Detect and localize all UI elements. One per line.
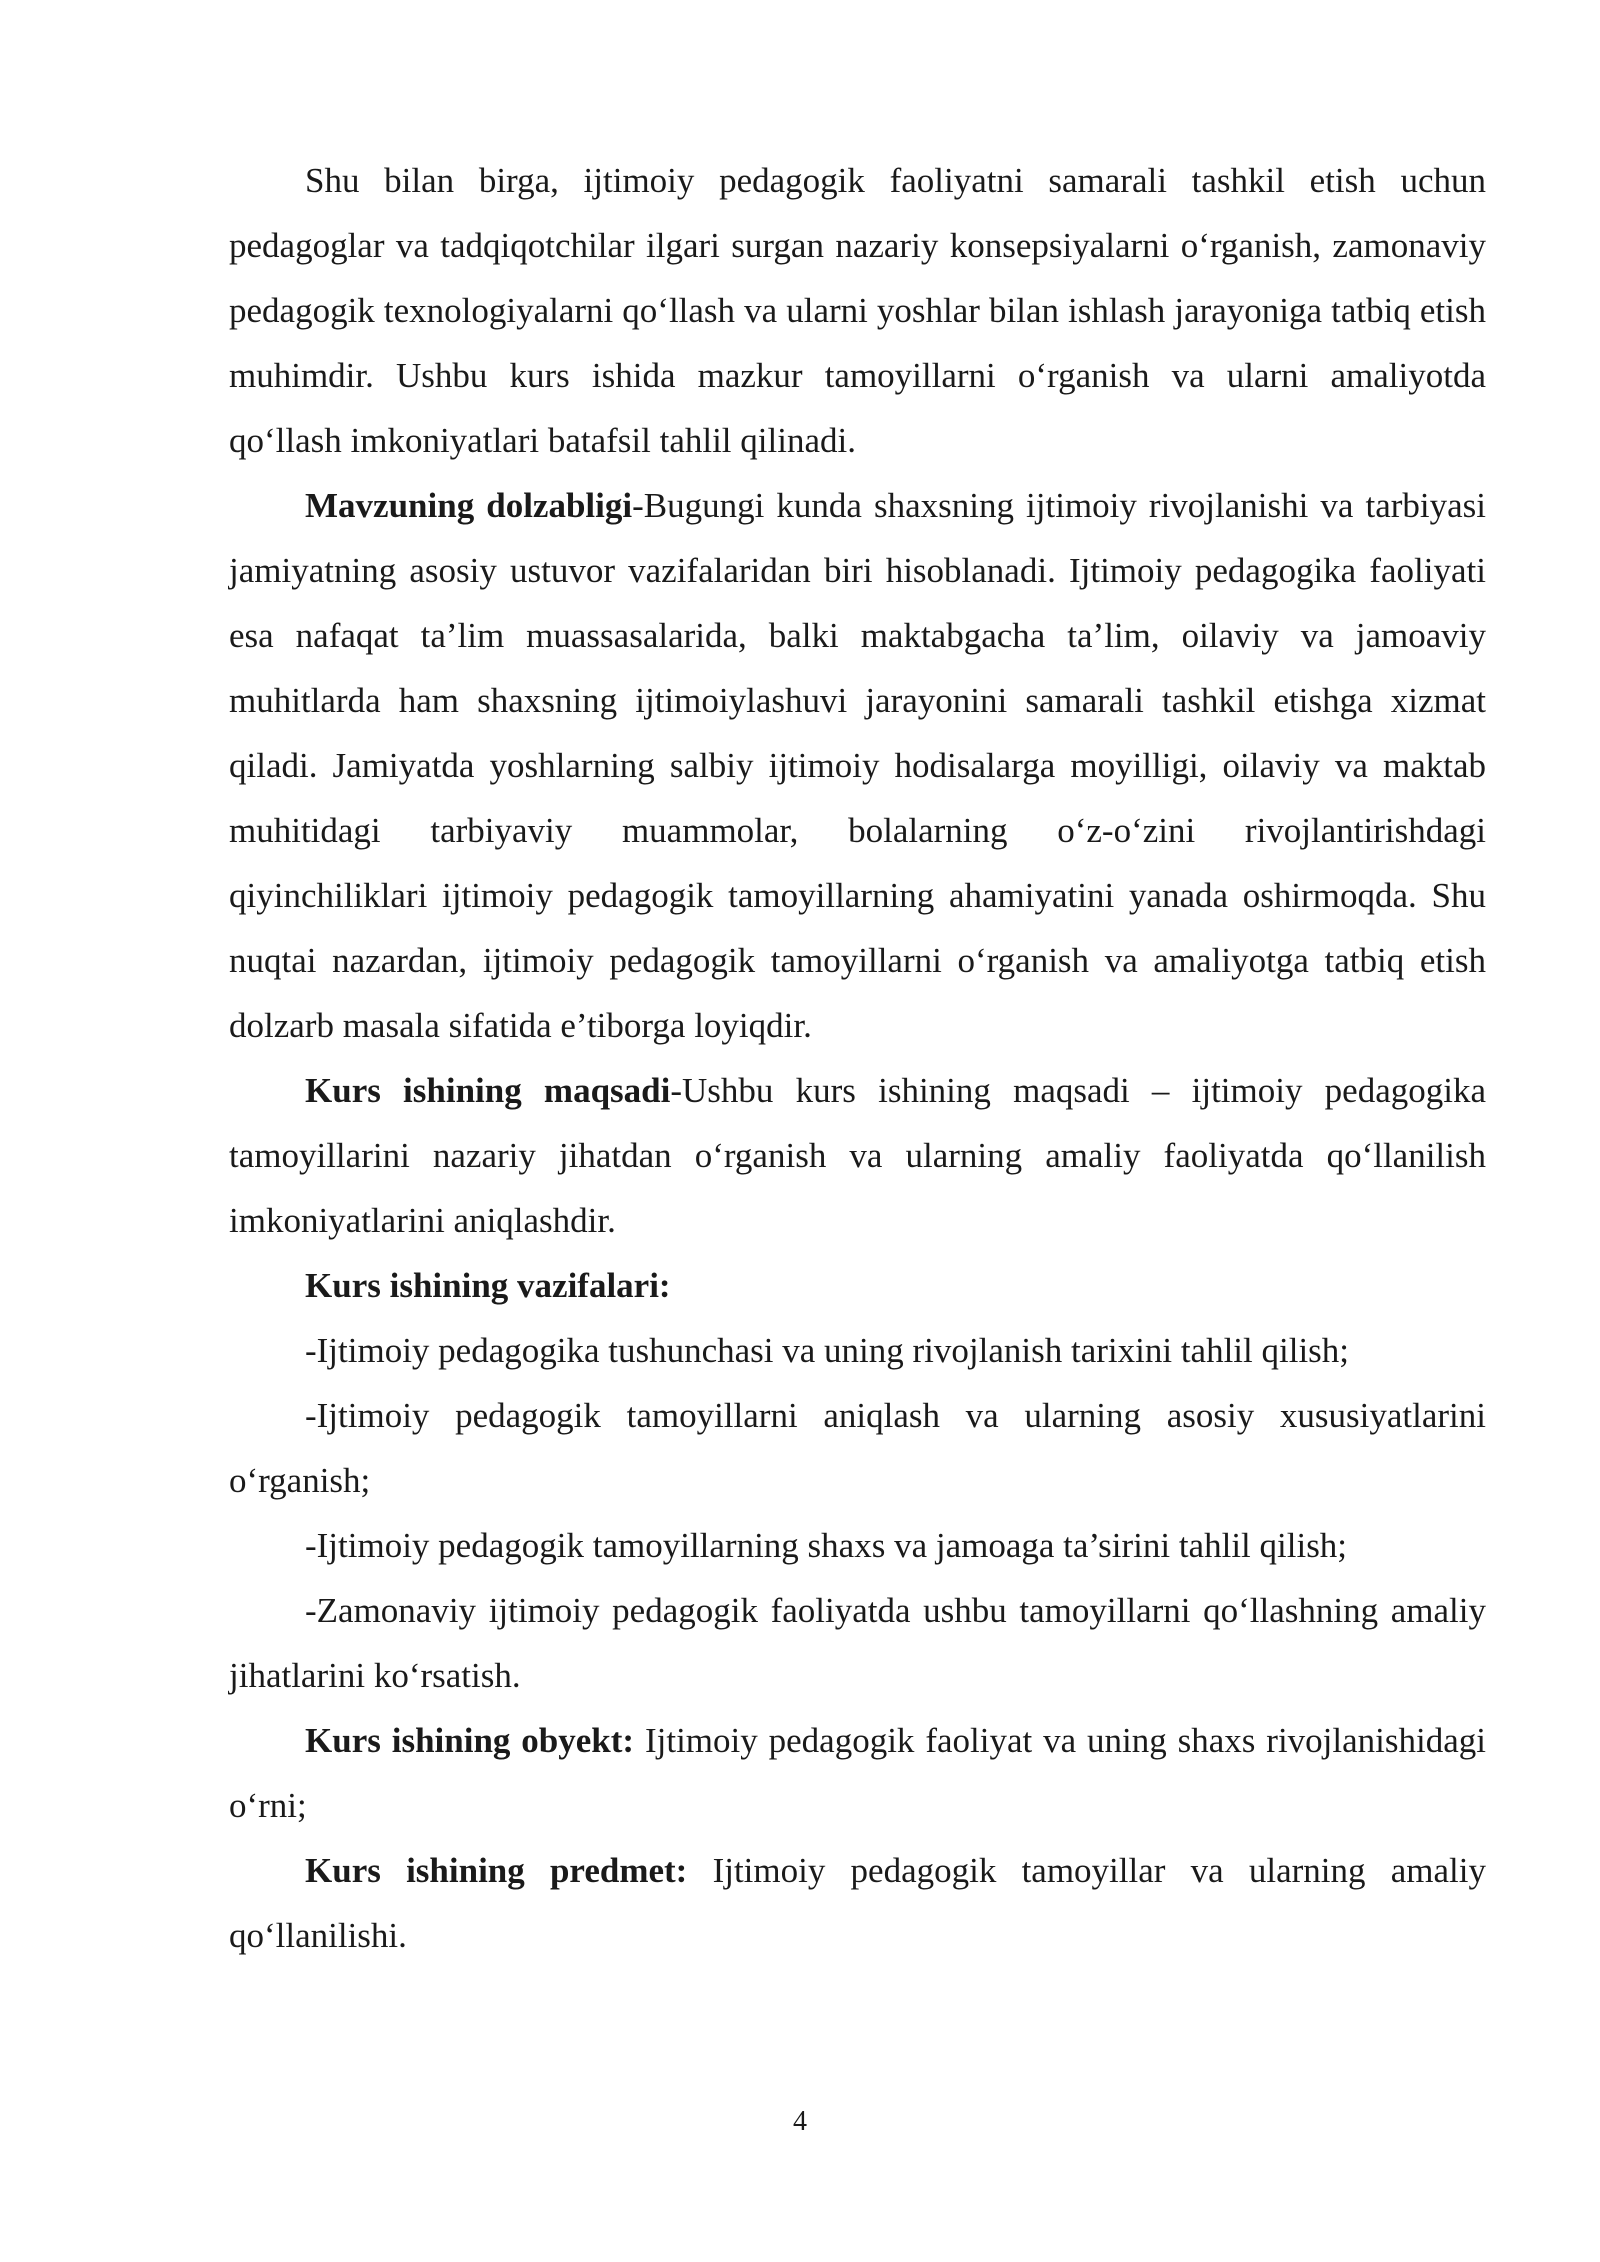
object-text: Ijtimoiy pedagogik faoliyat va uning shaxs rivojlanishidagi o‘rni; — [229, 1721, 1486, 1825]
intro-paragraph: Shu bilan birga, ijtimoiy pedagogik faoliyatni samarali tashkil etish uchun pedagoglar va tadqiqotchilar ilgari surgan nazariy konsepsiyalarni o‘rganish, zamonaviy pedagogik texnologiyalarni qo‘llash va ularni yoshlar bilan ishlash jarayoniga tatbiq etish muhimdir. Ushbu kurs ishida mazkur tamoyillarni o‘rganish va ularni amaliyotda qo‘llash imkoniyatlari batafsil tahlil qilinadi. — [229, 161, 1486, 460]
task-item: -Ijtimoiy pedagogika tushunchasi va uning rivojlanish tarixini tahlil qilish; — [305, 1331, 1350, 1370]
subject-paragraph — [229, 1838, 1486, 1968]
task-item: -Zamonaviy ijtimoiy pedagogik faoliyatda ushbu tamoyillarni qo‘llashning amaliy jihatlarini ko‘rsatish. — [229, 1591, 1486, 1695]
goal-heading: Kurs ishining maqsadi — [305, 1071, 671, 1110]
page-body — [229, 148, 1486, 1968]
task-item: -Ijtimoiy pedagogik tamoyillarning shaxs va jamoaga ta’sirini tahlil qilish; — [305, 1526, 1348, 1565]
goal-text: -Ushbu kurs ishining maqsadi – ijtimoiy pedagogika tamoyillarini nazariy jihatdan o‘rganish va ularning amaliy faoliyatda qo‘llanilish imkoniyatlarini aniqlashdir. — [229, 1071, 1487, 1240]
relevance-paragraph — [229, 473, 1486, 1058]
subject-heading: Kurs ishining predmet: — [305, 1851, 688, 1890]
tasks-heading: Kurs ishining vazifalari: — [305, 1266, 671, 1305]
tasks-heading-paragraph — [229, 1253, 1486, 1318]
goal-paragraph — [229, 1058, 1486, 1253]
task-item: -Ijtimoiy pedagogik tamoyillarni aniqlash va ularning asosiy xususiyatlarini o‘rganish; — [229, 1396, 1486, 1500]
relevance-heading: Mavzuning dolzabligi — [305, 486, 633, 525]
subject-text: Ijtimoiy pedagogik tamoyillar va ularning amaliy qo‘llanilishi. — [229, 1851, 1486, 1955]
page-number: 4 — [793, 2106, 807, 2137]
relevance-text: -Bugungi kunda shaxsning ijtimoiy rivojlanishi va tarbiyasi jamiyatning asosiy ustuvor vazifalaridan biri hisoblanadi. Ijtimoiy pedagogika faoliyati esa nafaqat ta’lim muassasalarida, balki maktabgacha ta’lim, oilaviy va jamoaviy muhitlarda ham shaxsning ijtimoiylashuvi jarayonini samarali tashkil etishga xizmat qiladi. Jamiyatda yoshlarning salbiy ijtimoiy hodisalarga moyilligi, oilaviy va maktab muhitidagi tarbiyaviy muammolar, bolalarning o‘z-o‘zini rivojlantirishdagi qiyinchiliklari ijtimoiy pedagogik tamoyillarning ahamiyatini yanada oshirmoqda. Shu nuqtai nazardan, ijtimoiy pedagogik tamoyillarni o‘rganish va amaliyotga tatbiq etish dolzarb masala sifatida e’tiborga loyiqdir. — [229, 486, 1486, 1045]
object-paragraph — [229, 1708, 1486, 1838]
object-heading: Kurs ishining obyekt: — [305, 1721, 635, 1760]
